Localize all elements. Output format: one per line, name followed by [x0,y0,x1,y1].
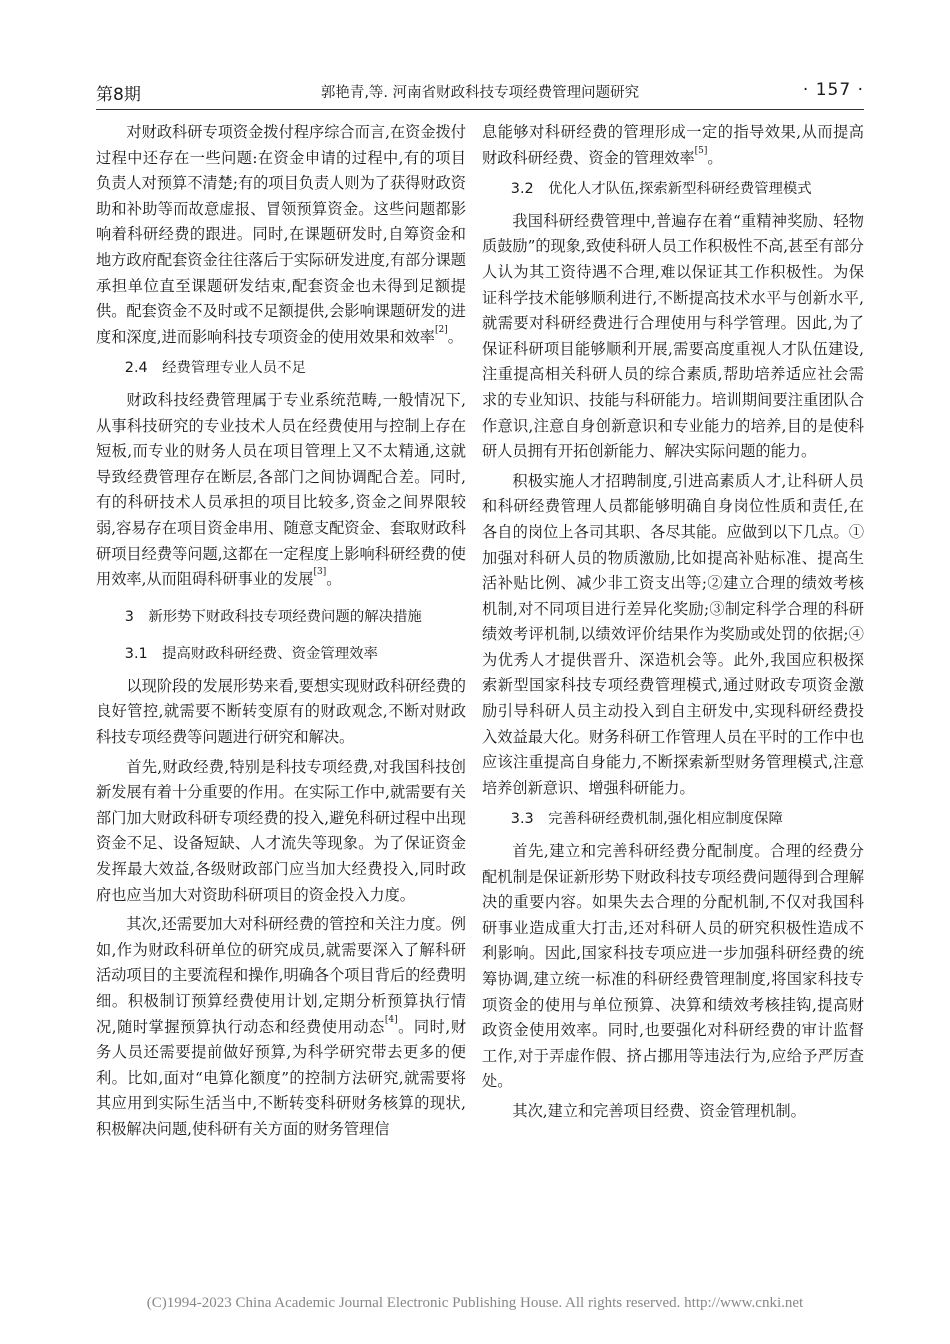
page-number: · 157 · [802,80,864,100]
right-column [482,120,864,1129]
citation: [4] [384,1014,398,1025]
section-heading-3-2: 3.2 优化人才队伍,探索新型科研经费管理模式 [510,181,812,198]
paragraph: 财政科技经费管理属于专业系统范畴,一般情况下,从事科技研究的专业技术人员在经费使用与控制上存在短板,而专业的财务人员在项目管理上又不太精通,这就导致经费管理存在断层,各部门之间协调配合差。同时,有的科研技术人员承担的项目比较多,资金之间界限较弱,容易存在项目资金串用、随意支配资金、套取财政科研项目经费等问题,这都在一定程度上影响科研经费的使用效率,从而阻碍科研事业的发展[3]。 [96,390,466,589]
page-header [96,80,864,106]
citation: [5] [694,145,708,156]
section-heading-3-3: 3.3 完善科研经费机制,强化相应制度保障 [510,811,783,828]
header-rule [96,109,864,110]
citation: [2] [434,324,448,335]
citation: [3] [313,567,327,578]
section-heading-3-1: 3.1 提高财政科研经费、资金管理效率 [124,646,378,663]
paragraph: 首先,财政经费,特别是科技专项经费,对我国科技创新发展有着十分重要的作用。在实际工作中,就需要有关部门加大财政科研专项经费的投入,避免科研过程中出现资金不足、设备短缺、人才流失等现象。为了保证资金发挥最大效益,各级财政部门应当加大经费投入,同时政府也应当加大对资助科研项目的资金投入力度。 [96,757,466,904]
section-heading-2-4: 2.4 经费管理专业人员不足 [124,360,306,377]
paragraph: 其次,还需要加大对科研经费的管控和关注力度。例如,作为财政科研单位的研究成员,就需要深入了解科研活动项目的主要流程和操作,明确各个项目背后的经费明细。积极制订预算经费使用计划,定期分析预算执行情况,随时掌握预算执行动态和经费使用动态[4]。同时,财务人员还需要提前做好预算,为科学研究带去更多的便利。比如,面对“电算化额度”的控制方法研究,就需要将其应用到实际生活当中,不断转变科研财务核算的现状,积极解决问题,使科研有关方面的财务管理信 [96,915,467,1138]
running-title: 郭艳青,等. 河南省财政科技专项经费管理问题研究 [320,85,640,101]
copyright-footer: (C)1994-2023 China Academic Journal Electronic Publishing House. All rights reserved. http://www.cnki.net [146,1295,804,1311]
issue-number: 第8期 [96,85,141,105]
paragraph: 我国科研经费管理中,普遍存在着“重精神奖励、轻物质鼓励”的现象,致使科研人员工作积极性不高,甚至有部分人认为其工资待遇不合理,难以保证其工作积极性。为保证科学技术能够顺利进行,不断提高技术水平与创新水平,就需要对科研经费进行合理使用与科学管理。因此,为了保证科研项目能够顺利开展,需要高度重视人才队伍建设,注重提高相关科研人员的综合素质,帮助培养适应社会需求的专业知识、技能与科研能力。培训期间要注重团队合作意识,注意自身创新意识和专业能力的培养,目的是使科研人员拥有开拓创新能力、解决实际问题的能力。 [482,211,864,461]
section-heading-3: 3 新形势下财政科技专项经费问题的解决措施 [124,608,422,625]
paragraph: 首先,建立和完善科研经费分配制度。合理的经费分配机制是保证新形势下财政科技专项经费问题得到合理解决的重要内容。如果失去合理的分配机制,不仅对我国科研事业造成重大打击,还对科研人员的研究积极性造成不利影响。因此,国家科技专项应进一步加强科研经费的统筹协调,建立统一标准的科研经费管理制度,将国家科技专项资金的使用与单位预算、决算和绩效考核挂钩,提高财政资金使用效率。同时,也要强化对科研经费的审计监督工作,对于弄虚作假、挤占挪用等违法行为,应给予严厉查处。 [482,842,864,1091]
paragraph: 积极实施人才招聘制度,引进高素质人才,让科研人员和科研经费管理人员都能够明确自身岗位性质和责任,在各自的岗位上各司其职、各尽其能。应做到以下几点。①加强对科研人员的物质激励,比如提高补贴标准、提高生活补贴比例、减少非工资支出等;②建立合理的绩效考核机制,对不同项目进行差异化奖励;③制定科学合理的科研绩效考评机制,以绩效评价结果作为奖励或处罚的依据;④为优秀人才提供晋升、深造机会等。此外,我国应积极探索新型国家科技专项经费管理模式,通过财政专项资金激励引导科研人员主动投入到自主研发中,实现科研经费投入效益最大化。财务科研工作管理人员在平时的工作中也应该注重提高自身能力,不断探索新型财务管理模式,注意培养创新意识、增强科研能力。 [482,471,864,797]
left-column [96,120,466,1147]
paragraph: 其次,建立和完善项目经费、资金管理机制。 [512,1101,806,1120]
paragraph: 以现阶段的发展形势来看,要想实现财政科研经费的良好管控,就需要不断转变原有的财政观念,不断对财政科技专项经费等问题进行研究和解决。 [96,676,466,747]
paragraph: 对财政科研专项资金拨付程序综合而言,在资金拨付过程中还存在一些问题:在资金申请的过程中,有的项目负责人对预算不清楚;有的项目负责人则为了获得财政资助和补助等而故意虚报、冒领预算资金。这些问题都影响着科研经费的跟进。同时,在课题研发时,自筹资金和地方政府配套资金往往落后于实际研发进度,有部分课题承担单位直至课题研发结束,配套资金也未得到足额提供。配套资金不及时或不足额提供,会影响课题研发的进度和深度,进而影响科技专项资金的使用效果和效率[2]。 [96,123,466,346]
paragraph: 息能够对科研经费的管理形成一定的指导效果,从而提高财政科研经费、资金的管理效率[5]。 [482,123,864,167]
